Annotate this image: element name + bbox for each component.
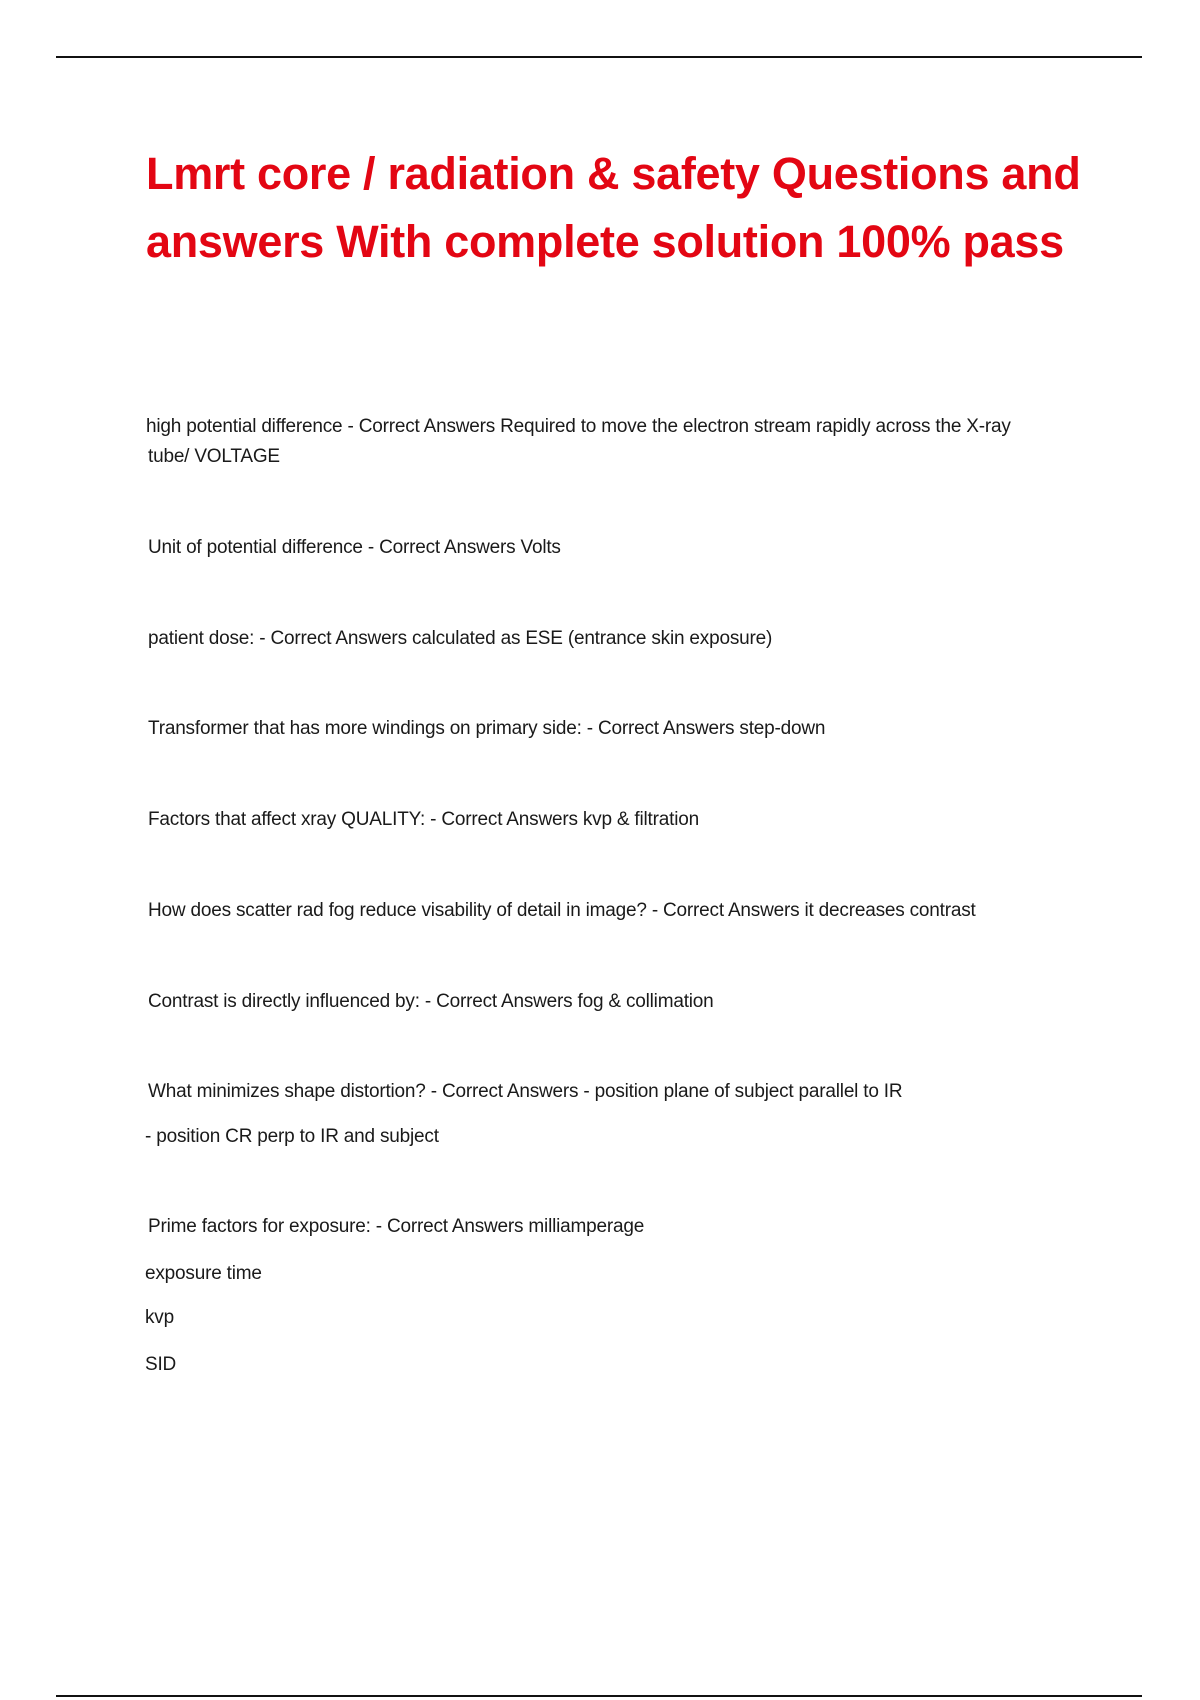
entry-4: Transformer that has more windings on primary side: - Correct Answers step-down bbox=[148, 718, 826, 739]
document-title: Lmrt core / radiation & safety Questions and answers With complete solution 100% pass bbox=[146, 148, 1081, 267]
entry-8-line-1: What minimizes shape distortion? - Correct Answers - position plane of subject parallel to IR bbox=[148, 1081, 903, 1102]
entry-9-line-2: exposure time bbox=[145, 1263, 262, 1284]
entry-6: How does scatter rad fog reduce visability of detail in image? - Correct Answers it decreases contrast bbox=[148, 900, 976, 921]
entry-1-line-1: high potential difference - Correct Answers Required to move the electron stream rapidly across the X-ray bbox=[146, 416, 1011, 437]
entry-3: patient dose: - Correct Answers calculated as ESE (entrance skin exposure) bbox=[148, 628, 773, 649]
bottom-rule bbox=[56, 1695, 1142, 1697]
entry-2: Unit of potential difference - Correct Answers Volts bbox=[148, 537, 561, 558]
entry-1-line-2: tube/ VOLTAGE bbox=[148, 446, 280, 467]
entry-9-line-4: SID bbox=[145, 1354, 177, 1375]
top-rule bbox=[56, 56, 1142, 58]
entry-7: Contrast is directly influenced by: - Correct Answers fog & collimation bbox=[148, 991, 714, 1012]
entry-9-line-1: Prime factors for exposure: - Correct Answers milliamperage bbox=[148, 1216, 645, 1237]
entry-8-line-2: - position CR perp to IR and subject bbox=[145, 1126, 439, 1147]
entry-9-line-3: kvp bbox=[145, 1307, 174, 1328]
entry-5: Factors that affect xray QUALITY: - Correct Answers kvp & filtration bbox=[148, 809, 699, 830]
